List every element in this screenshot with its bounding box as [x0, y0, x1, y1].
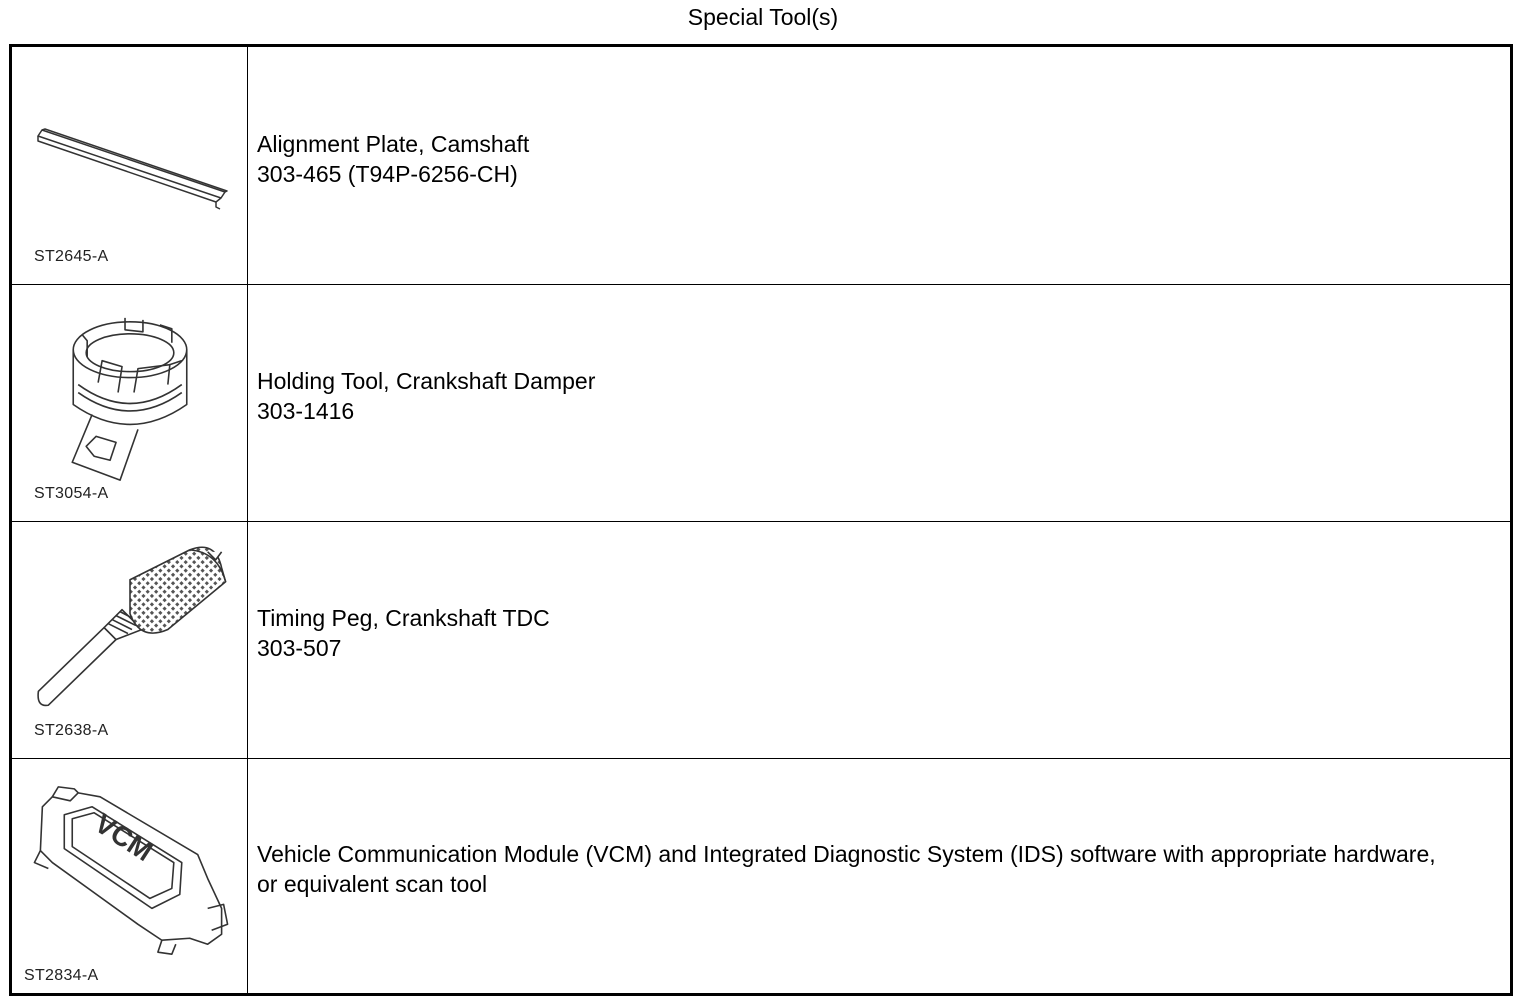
tool-illustration-cell	[12, 759, 248, 993]
tool-illustration-cell	[12, 47, 248, 284]
tool-description-cell	[257, 522, 1440, 758]
tool-description-cell	[257, 759, 1440, 993]
table-row	[12, 284, 1510, 521]
tool-name: Alignment Plate, Camshaft	[257, 130, 530, 157]
tool-part-number: 303-507	[257, 635, 342, 661]
tool-name: Vehicle Communication Module (VCM) and Integrated Diagnostic System (IDS) software with appropriate hardware, or equivalent scan tool	[257, 841, 1436, 897]
tool-description-cell	[257, 285, 1440, 521]
tool-code: ST2834-A	[24, 967, 99, 984]
tool-part-number: 303-1416	[257, 398, 355, 424]
tool-illustration-cell	[12, 285, 248, 521]
tool-part-number: 303-465 (T94P-6256-CH)	[257, 160, 518, 187]
table-row	[12, 521, 1510, 758]
tool-code: ST2645-A	[34, 248, 109, 265]
tool-name: Timing Peg, Crankshaft TDC	[257, 605, 550, 631]
page-title: Special Tool(s)	[687, 4, 839, 30]
special-tools-table	[9, 44, 1513, 996]
tool-code: ST3054-A	[34, 485, 109, 502]
svg-text:VCM: VCM	[89, 807, 159, 868]
vcm-module-icon	[12, 759, 247, 993]
tool-description-cell	[257, 47, 1440, 284]
table-row	[12, 758, 1510, 993]
tool-name: Holding Tool, Crankshaft Damper	[257, 368, 596, 394]
tool-code: ST2638-A	[34, 722, 109, 739]
tool-illustration-cell	[12, 522, 248, 758]
table-row	[12, 47, 1510, 284]
